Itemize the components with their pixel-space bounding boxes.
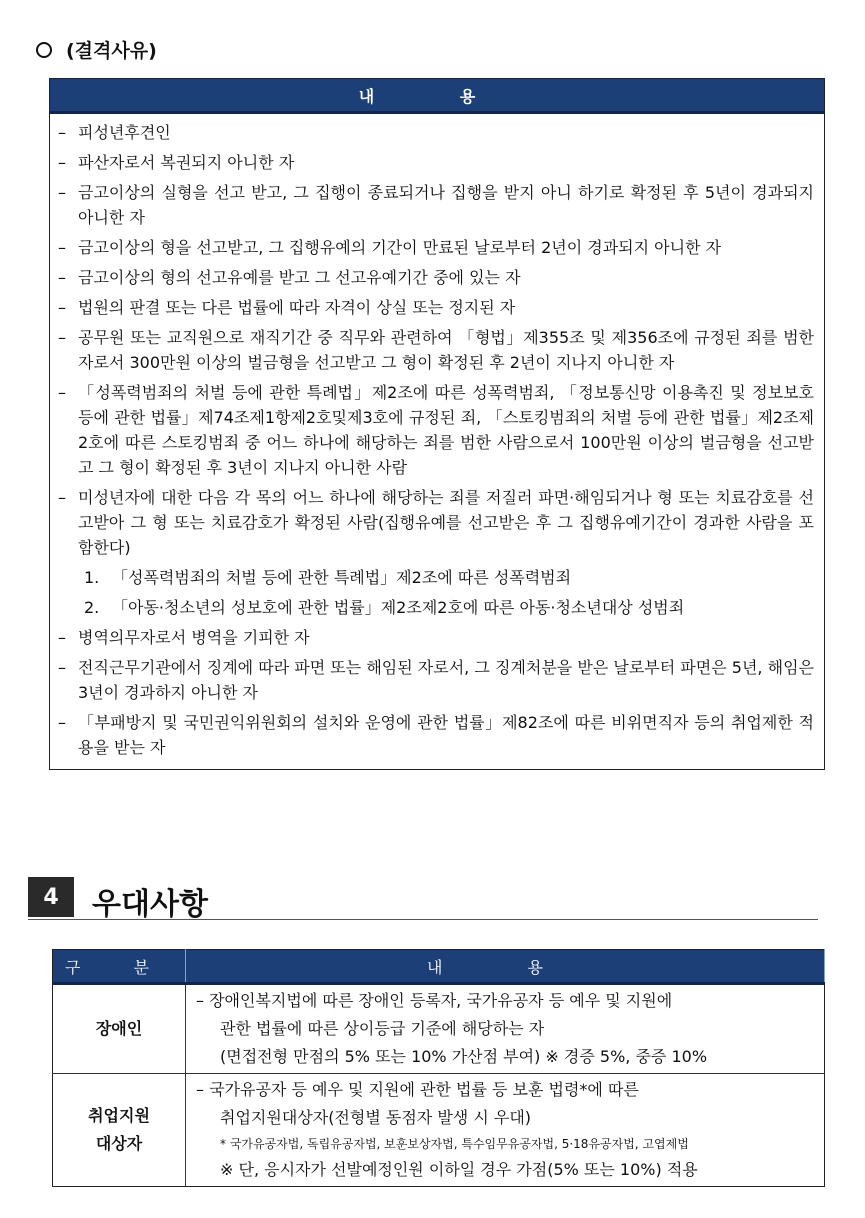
section-number-badge: 4 xyxy=(28,877,74,917)
list-item: – 「성폭력범죄의 처벌 등에 관한 특례법」제2조에 따른 성폭력범죄, 「정보통신망 이용촉진 및 정보보호 등에 관한 법률」제74조제1항제2호및제3호에 규정된 죄, 「스토킹범죄의 처벌 등에 관한 법률」제2조제2호에 따른 스토킹범죄 중 어느 하나에 해당하는 죄를 범한 사람으로서 100만원 이상의 벌금형을 선고받고 그 형이 확정된 후 3년이 지나지 아니한 사람 xyxy=(58,383,814,477)
sub-list-item: 1. 「성폭력범죄의 처벌 등에 관한 특례법」제2조에 따른 성폭력범죄 xyxy=(84,568,572,587)
list-item: – 피성년후견인 xyxy=(58,123,171,142)
section-title: 우대사항 xyxy=(92,887,208,922)
list-item: – 병역의무자로서 병역을 기피한 자 xyxy=(58,628,310,647)
list-item: – 금고이상의 형의 선고유예를 받고 그 선고유예기간 중에 있는 자 xyxy=(58,268,521,287)
disqualification-list xyxy=(50,113,825,770)
row-category: 장애인 xyxy=(53,984,186,1074)
row-content: – 국가유공자 등 예우 및 지원에 관한 법률 등 보훈 법령*에 따른 취업지원대상자(전형별 동점자 발생 시 우대) * 국가유공자법, 독립유공자법, 보훈보상자법, 특수임무유공자법, 5·18유공자법, 고엽제법 ※ 단, 응시자가 선발예정인원 이하일 경우 가점(5% 또는 10%) 적용 xyxy=(186,1074,825,1187)
list-item: – 미성년자에 대한 다음 각 목의 어느 하나에 해당하는 죄를 저질러 파면·해임되거나 형 또는 치료감호를 선고받아 그 형 또는 치료감호가 확정된 사람(집행유예를 선고받은 후 그 집행유예기간이 경과한 사람을 포함한다) xyxy=(58,488,814,557)
list-item: – 금고이상의 실형을 선고 받고, 그 집행이 종료되거나 집행을 받지 아니 하기로 확정된 후 5년이 경과되지 아니한 자 xyxy=(58,183,814,227)
list-item: – 금고이상의 형을 선고받고, 그 집행유예의 기간이 만료된 날로부터 2년이 경과되지 아니한 자 xyxy=(58,238,722,257)
sub-list-item: 2. 「아동·청소년의 성보호에 관한 법률」제2조제2호에 따른 아동·청소년대상 성범죄 xyxy=(84,598,685,617)
list-item: – 파산자로서 복권되지 아니한 자 xyxy=(58,153,295,172)
header-category: 구 분 xyxy=(53,950,186,984)
disqualification-table xyxy=(49,78,825,770)
row-content: – 장애인복지법에 따른 장애인 등록자, 국가유공자 등 예우 및 지원에 관한 법률에 따른 상이등급 기준에 해당하는 자 (면접전형 만점의 5% 또는 10% 가산점 부여) ※ 경증 5%, 중증 10% xyxy=(186,984,825,1074)
disqualification-table-header: 내 용 xyxy=(50,79,825,113)
disqualification-heading xyxy=(36,36,157,63)
list-item: – 전직근무기관에서 징계에 따라 파면 또는 해임된 자로서, 그 징계처분을 받은 날로부터 파면은 5년, 해임은 3년이 경과하지 아니한 자 xyxy=(58,658,814,702)
list-item: – 공무원 또는 교직원으로 재직기간 중 직무와 관련하여 「형법」제355조 및 제356조에 규정된 죄를 범한 자로서 300만원 이상의 벌금형을 선고받고 그 형이 확정된 후 2년이 지나지 아니한 자 xyxy=(58,328,814,372)
table-row xyxy=(53,1074,825,1187)
header-content: 내 용 xyxy=(186,950,825,984)
table-row xyxy=(53,984,825,1074)
list-item: – 「부패방지 및 국민권익위원회의 설치와 운영에 관한 법률」제82조에 따른 비위면직자 등의 취업제한 적용을 받는 자 xyxy=(58,713,814,757)
preference-table xyxy=(52,949,825,1187)
disqualification-title: (결격사유) xyxy=(66,40,157,62)
list-item: – 법원의 판결 또는 다른 법률에 따라 자격이 상실 또는 정지된 자 xyxy=(58,298,516,317)
row-category: 취업지원 대상자 xyxy=(53,1074,186,1187)
section-4-heading xyxy=(28,877,818,920)
circle-bullet-icon xyxy=(36,42,52,58)
